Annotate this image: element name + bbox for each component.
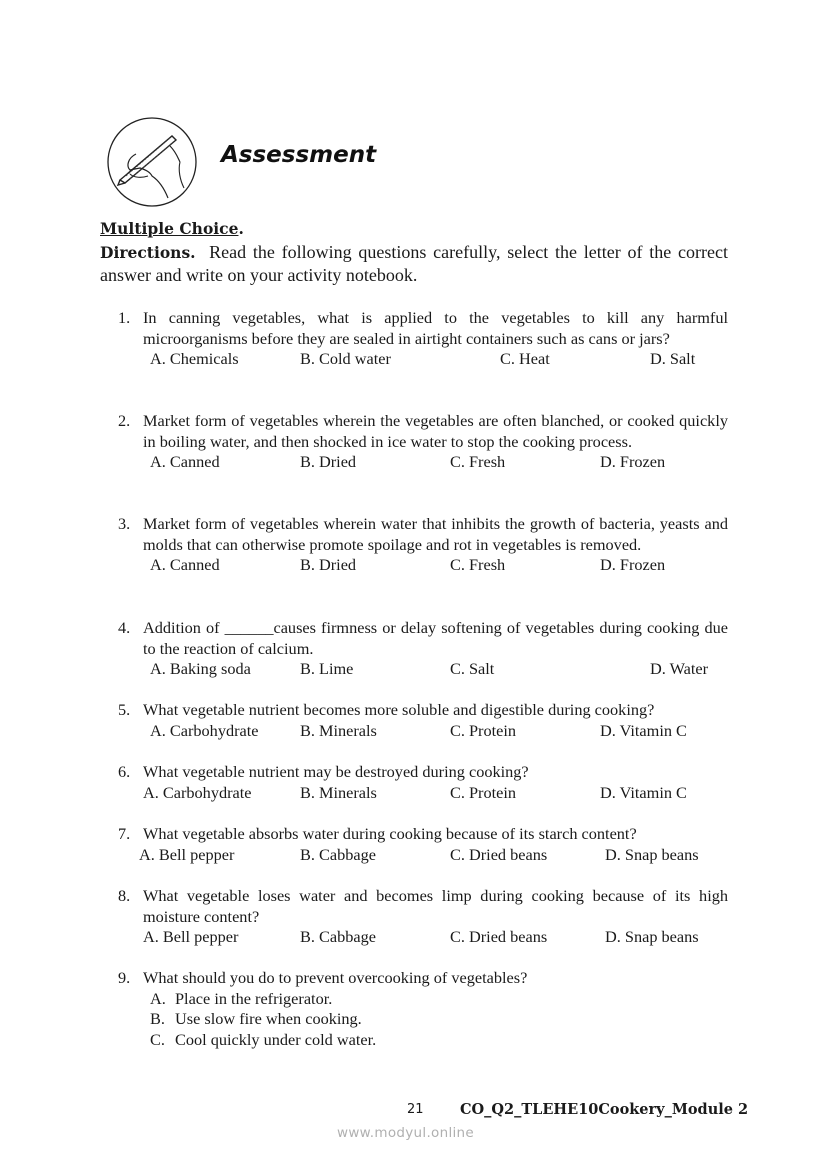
question-text: What vegetable loses water and becomes limp during cooking because of its high moisture content? [143,886,728,926]
multiple-choice-title: Multiple Choice. [100,219,244,238]
option-b: B. Cold water [300,349,391,369]
answer-options [118,659,728,680]
question-text: Market form of vegetables wherein water that inhibits the growth of bacteria, yeasts and molds that can otherwise promote spoilage and rot in vegetables is removed. [143,514,728,554]
answer-options [118,555,728,576]
question-text: In canning vegetables, what is applied to the vegetables to kill any harmful microorganisms before they are sealed in airtight containers such as cans or jars? [143,308,728,348]
option-c: C. Cool quickly under cold water. [150,1030,377,1050]
option-b: B. Cabbage [300,927,376,947]
option-a: A. Carbohydrate [143,782,252,802]
directions-label: Directions. [100,243,196,262]
question-item: 5. What vegetable nutrient becomes more soluble and digestible during cooking? A. Carbohydrate B. Minerals C. Protein D. Vitamin C [118,700,728,741]
question-item: 9. What should you do to prevent overcooking of vegetables? A. Place in the refrigerator. B. Use slow fire when cooking. C. Cool quickly under cold water. [118,968,728,1051]
option-d: D. Snap beans [605,927,699,947]
option-a: A. Bell pepper [143,927,239,947]
option-d: D. Frozen [600,555,666,575]
option-b: B. Lime [300,659,354,679]
option-d: D. Vitamin C [600,782,687,802]
directions-text: Read the following questions carefully, select the letter of the correct answer and write on your activity notebook. [100,242,728,285]
module-code: CO_Q2_TLEHE10Cookery_Module 2 [460,1101,749,1118]
option-d: D. Salt [650,349,696,369]
option-b: B. Minerals [300,782,377,802]
option-d: D. Water [650,659,709,679]
option-b: B. Dried [300,555,357,575]
hand-writing-pencil-icon [106,116,198,208]
question-item: 4. Addition of ______causes firmness or delay softening of vegetables during cooking due to the reaction of calcium. A. Baking soda B. Lime C. Salt D. Water [118,618,728,679]
answer-options [118,452,728,473]
option-b: B. Cabbage [300,844,376,864]
option-a: A. Canned [150,555,220,575]
option-b: B. Minerals [300,720,377,740]
option-a: A. Chemicals [150,349,239,369]
question-text: What should you do to prevent overcooking of vegetables? [143,968,528,987]
option-b: B. Dried [300,452,357,472]
option-b: B. Use slow fire when cooking. [150,1009,362,1029]
option-c: C. Fresh [450,452,506,472]
question-item: 7. What vegetable absorbs water during cooking because of its starch content? A. Bell pepper B. Cabbage C. Dried beans D. Snap beans [118,824,728,865]
option-c: C. Heat [500,349,550,369]
option-c: C. Dried beans [450,927,548,947]
option-c: C. Fresh [450,555,506,575]
option-a: A. Bell pepper [139,844,235,864]
question-text: What vegetable absorbs water during cooking because of its starch content? [143,824,637,843]
question-item: 3. Market form of vegetables wherein water that inhibits the growth of bacteria, yeasts and molds that can otherwise promote spoilage and rot in vegetables is removed. A. Canned B. Dried C. Fresh D. Frozen [118,514,728,575]
answer-options [118,927,728,948]
option-a: A. Carbohydrate [150,720,259,740]
option-c: C. Salt [450,659,495,679]
option-c: C. Protein [450,720,517,740]
question-text: What vegetable nutrient may be destroyed during cooking? [143,762,529,781]
question-text: Market form of vegetables wherein the vegetables are often blanched, or cooked quickly in boiling water, and then shocked in ice water to stop the cooking process. [143,411,728,451]
question-item: 8. What vegetable loses water and becomes limp during cooking because of its high moisture content? A. Bell pepper B. Cabbage C. Dried beans D. Snap beans [118,886,728,947]
option-a: A. Place in the refrigerator. [150,988,333,1008]
option-d: D. Vitamin C [600,720,687,740]
question-item: 2. Market form of vegetables wherein the vegetables are often blanched, or cooked quickly in boiling water, and then shocked in ice water to stop the cooking process. A. Canned B. Dried C. Fresh D. Frozen [118,411,728,472]
page-number: 21 [407,1102,424,1117]
question-item: 1. In canning vegetables, what is applied to the vegetables to kill any harmful microorganisms before they are sealed in airtight containers such as cans or jars? A. Chemicals B. Cold water C. Heat D. Salt [118,308,728,369]
option-c: C. Protein [450,782,517,802]
watermark: www.modyul.online [337,1125,475,1141]
answer-options [118,349,728,370]
option-a: A. Canned [150,452,220,472]
question-item: 6. What vegetable nutrient may be destroyed during cooking? A. Carbohydrate B. Minerals C. Protein D. Vitamin C [118,762,728,803]
question-text: Addition of ______causes firmness or delay softening of vegetables during cooking due to the reaction of calcium. [143,618,728,658]
answer-options [118,845,728,866]
option-a: A. Baking soda [150,659,251,679]
option-d: D. Snap beans [605,844,699,864]
option-c: C. Dried beans [450,844,548,864]
answer-options [150,989,728,1051]
option-d: D. Frozen [600,452,666,472]
directions [100,241,728,286]
question-text: What vegetable nutrient becomes more soluble and digestible during cooking? [143,700,655,719]
answer-options [118,721,728,742]
answer-options [118,783,728,804]
section-heading: Assessment [221,142,377,168]
